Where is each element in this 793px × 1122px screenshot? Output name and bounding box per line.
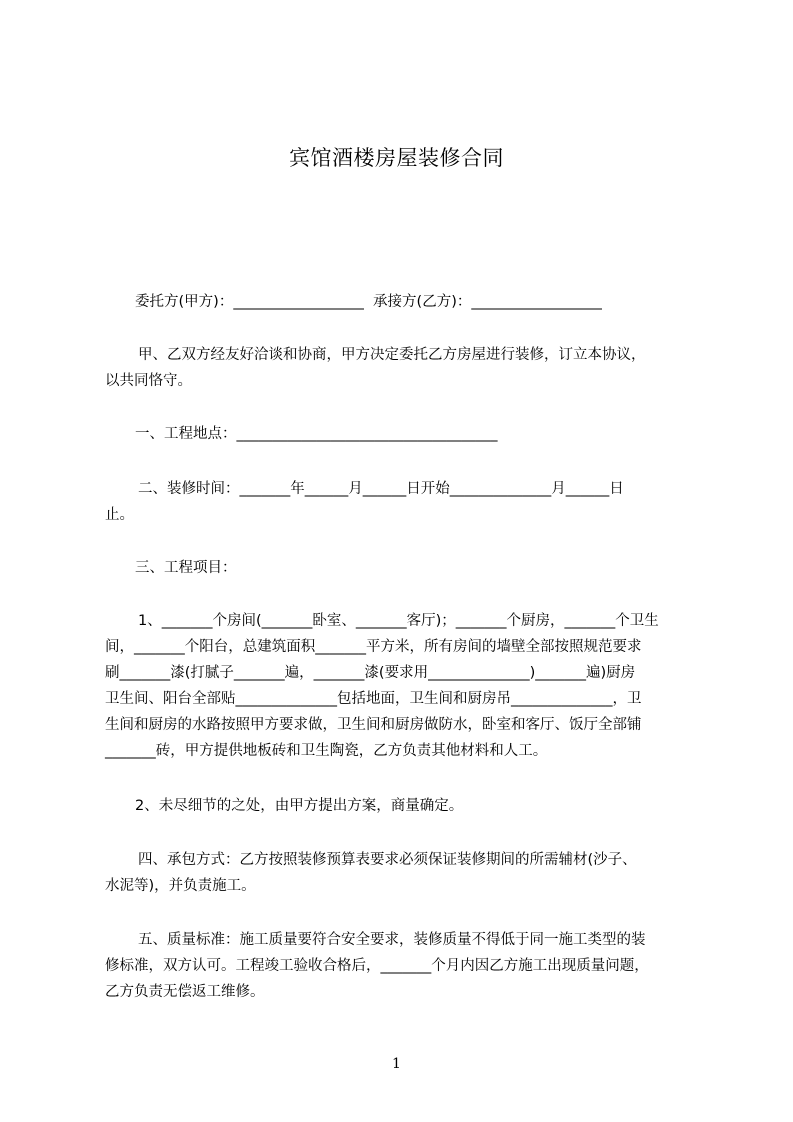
- section-3-item-1-line-3: 刷_______漆(打腻子_______遍，_______漆(要求用______________)_______遍)厨房: [105, 665, 636, 681]
- section-3-item-2: 2、未尽细节的之处，由甲方提出方案，商量确定。: [135, 798, 464, 814]
- section-5-line-3: 乙方负责无偿返工维修。: [105, 984, 265, 1000]
- section-4-line-2: 水泥等)，并负责施工。: [105, 878, 256, 894]
- intro-line-2: 以共同恪守。: [105, 373, 192, 389]
- section-2-time-end: 止。: [105, 507, 134, 523]
- section-3-item-1-line-5: 生间和厨房的水路按照甲方要求做，卫生间和厨房做防水，卧室和客厅、饭厅全部铺: [105, 717, 642, 733]
- section-3-item-1-line-6: _______砖，甲方提供地板砖和卫生陶瓷，乙方负责其他材料和人工。: [105, 743, 548, 759]
- section-1-location: 一、工程地点：____________________________________: [135, 426, 498, 442]
- section-3-item-1-line-1: 1、_______个房间(_______卧室、_______客厅)；_______个厨房，_______个卫生: [138, 613, 659, 629]
- page-title: 宾馆酒楼房屋装修合同: [289, 146, 504, 170]
- section-5-line-2: 修标准，双方认可。工程竣工验收合格后，_______个月内因乙方施工出现质量问题，: [105, 958, 649, 974]
- section-3-item-1-line-2: 间，_______个阳台，总建筑面积_______平方米，所有房间的墙壁全部按照规范要求: [105, 639, 642, 655]
- section-2-time: 二、装修时间：_______年______月______日开始______________月______日: [138, 481, 624, 497]
- parties-line: 委托方(甲方)：__________________ 承接方(乙方)：__________________: [135, 294, 602, 310]
- section-3-item-1-line-4: 卫生间、阳台全部贴______________包括地面，卫生间和厨房吊______________，卫: [105, 691, 642, 707]
- page-number: 1: [392, 1056, 401, 1072]
- section-3-heading: 三、工程项目：: [135, 560, 237, 576]
- intro-line-1: 甲、乙双方经友好洽谈和协商，甲方决定委托乙方房屋进行装修，订立本协议，: [138, 347, 646, 363]
- section-5-line-1: 五、质量标准：施工质量要符合安全要求，装修质量不得低于同一施工类型的装: [138, 932, 646, 948]
- section-4-line-1: 四、承包方式：乙方按照装修预算表要求必须保证装修期间的所需辅材(沙子、: [138, 852, 637, 868]
